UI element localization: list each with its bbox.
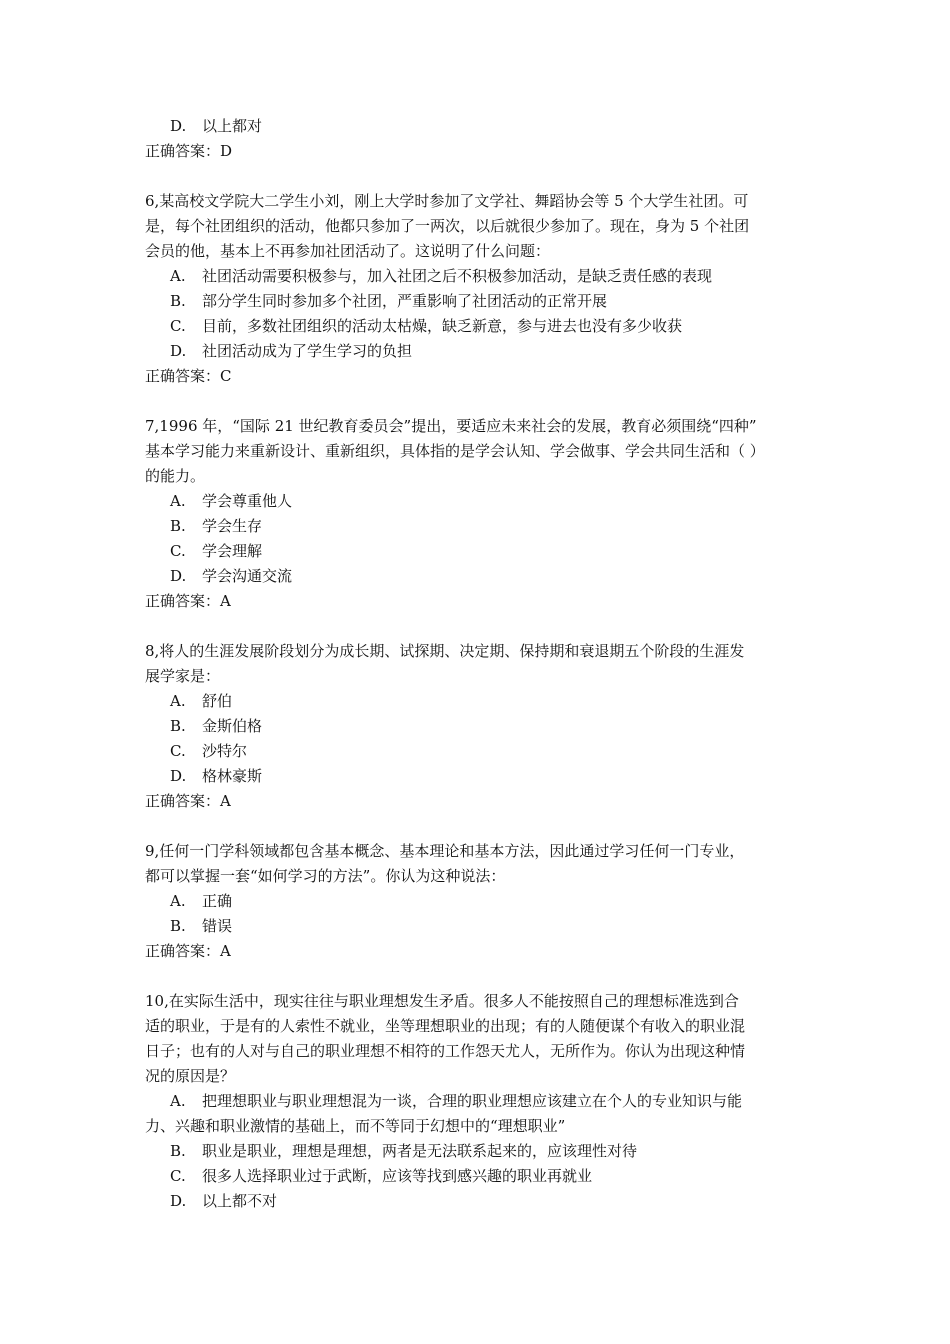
option-text: 社团活动成为了学生学习的负担 xyxy=(202,342,413,360)
option-b xyxy=(145,289,810,314)
option-text: 学会理解 xyxy=(202,542,263,560)
option-letter: D. xyxy=(170,117,187,135)
correct-answer: 正确答案：C xyxy=(145,367,232,385)
correct-answer: 正确答案：A xyxy=(145,792,231,810)
question-stem-line: 的能力。 xyxy=(145,467,206,485)
spacer xyxy=(145,614,810,639)
question-stem-line: 适的职业，于是有的人索性不就业，坐等理想职业的出现；有的人随便谋个有收入的职业混 xyxy=(145,1017,746,1035)
option-text: 正确 xyxy=(202,892,233,910)
option-d xyxy=(145,1189,810,1214)
option-text: 学会尊重他人 xyxy=(202,492,293,510)
option-text: 学会生存 xyxy=(202,517,263,535)
question-stem-line: 7,1996 年，“国际 21 世纪教育委员会”提出，要适应未来社会的发展，教育必须围绕“四种” xyxy=(145,417,757,435)
option-a xyxy=(145,689,810,714)
spacer xyxy=(145,164,810,189)
question-block xyxy=(145,839,810,989)
question-stem-line: 会员的他，基本上不再参加社团活动了。这说明了什么问题： xyxy=(145,242,551,260)
correct-answer: 正确答案：D xyxy=(145,142,233,160)
option-text: 学会沟通交流 xyxy=(202,567,293,585)
option-letter: C. xyxy=(170,542,186,560)
option-text: 金斯伯格 xyxy=(202,717,263,735)
option-a xyxy=(145,264,810,289)
option-letter: D. xyxy=(170,767,187,785)
option-b xyxy=(145,714,810,739)
spacer xyxy=(145,814,810,839)
correct-answer: 正确答案：A xyxy=(145,942,231,960)
option-letter: B. xyxy=(170,517,186,535)
question-stem-line: 是，每个社团组织的活动，他都只参加了一两次，以后就很少参加了。现在，身为 5 个社团 xyxy=(145,217,750,235)
option-letter: C. xyxy=(170,317,186,335)
option-text: 职业是职业，理想是理想，两者是无法联系起来的，应该理性对待 xyxy=(202,1142,638,1160)
question-block xyxy=(145,639,810,839)
option-d xyxy=(145,339,810,364)
option-text: 把理想职业与职业理想混为一谈，合理的职业理想应该建立在个人的专业知识与能 xyxy=(202,1092,743,1110)
option-letter: D. xyxy=(170,567,187,585)
option-letter: A. xyxy=(170,492,186,510)
option-text-continued: 力、兴趣和职业激情的基础上，而不等同于幻想中的“理想职业” xyxy=(145,1117,566,1135)
option-text: 以上都不对 xyxy=(202,1192,278,1210)
option-a xyxy=(145,1089,810,1114)
option-text: 沙特尔 xyxy=(202,742,248,760)
option-text: 舒伯 xyxy=(202,692,233,710)
option-letter: D. xyxy=(170,1192,187,1210)
option-text: 格林豪斯 xyxy=(202,767,263,785)
option-b xyxy=(145,514,810,539)
option-letter: B. xyxy=(170,292,186,310)
question-block xyxy=(145,189,810,414)
question-stem-line: 基本学习能力来重新设计、重新组织，具体指的是学会认知、学会做事、学会共同生活和（ ） xyxy=(145,442,765,460)
option-c xyxy=(145,539,810,564)
option-letter: B. xyxy=(170,917,186,935)
option-a xyxy=(145,489,810,514)
option-c xyxy=(145,314,810,339)
spacer xyxy=(145,964,810,989)
question-stem-line: 日子；也有的人对与自己的职业理想不相符的工作怨天尤人，无所作为。你认为出现这种情 xyxy=(145,1042,746,1060)
question-stem-line: 6,某高校文学院大二学生小刘，刚上大学时参加了文学社、舞蹈协会等 5 个大学生社团。可 xyxy=(145,192,749,210)
correct-answer: 正确答案：A xyxy=(145,592,231,610)
question-block xyxy=(145,414,810,639)
option-letter: C. xyxy=(170,1167,186,1185)
option-letter: A. xyxy=(170,267,186,285)
question-block xyxy=(145,989,810,1214)
question-stem-line: 9,任何一门学科领域都包含基本概念、基本理论和基本方法，因此通过学习任何一门专业， xyxy=(145,842,745,860)
option-letter: B. xyxy=(170,717,186,735)
option-letter: B. xyxy=(170,1142,186,1160)
question-stem-line: 展学家是： xyxy=(145,667,221,685)
option-text: 很多人选择职业过于武断，应该等找到感兴趣的职业再就业 xyxy=(202,1167,593,1185)
option-b xyxy=(145,914,810,939)
question-stem-line: 8,将人的生涯发展阶段划分为成长期、试探期、决定期、保持期和衰退期五个阶段的生涯发 xyxy=(145,642,745,660)
spacer xyxy=(145,389,810,414)
option-c xyxy=(145,739,810,764)
option-b xyxy=(145,1139,810,1164)
option-letter: A. xyxy=(170,1092,186,1110)
option-text: 社团活动需要积极参与，加入社团之后不积极参加活动，是缺乏责任感的表现 xyxy=(202,267,713,285)
option-d xyxy=(145,764,810,789)
option-letter: D. xyxy=(170,342,187,360)
option-text: 部分学生同时参加多个社团，严重影响了社团活动的正常开展 xyxy=(202,292,608,310)
option-text: 错误 xyxy=(202,917,233,935)
option-d xyxy=(145,564,810,589)
question-stem-line: 况的原因是？ xyxy=(145,1067,236,1085)
option-letter: C. xyxy=(170,742,186,760)
question-list xyxy=(145,114,810,1214)
option-c xyxy=(145,1164,810,1189)
option-d xyxy=(145,114,810,139)
option-text: 目前，多数社团组织的活动太枯燥，缺乏新意，参与进去也没有多少收获 xyxy=(202,317,683,335)
question-stem-line: 10,在实际生活中，现实往往与职业理想发生矛盾。很多人不能按照自己的理想标准选到合 xyxy=(145,992,739,1010)
option-letter: A. xyxy=(170,692,186,710)
option-text: 以上都对 xyxy=(202,117,263,135)
option-a xyxy=(145,889,810,914)
question-stem-line: 都可以掌握一套“如何学习的方法”。你认为这种说法： xyxy=(145,867,506,885)
option-letter: A. xyxy=(170,892,186,910)
